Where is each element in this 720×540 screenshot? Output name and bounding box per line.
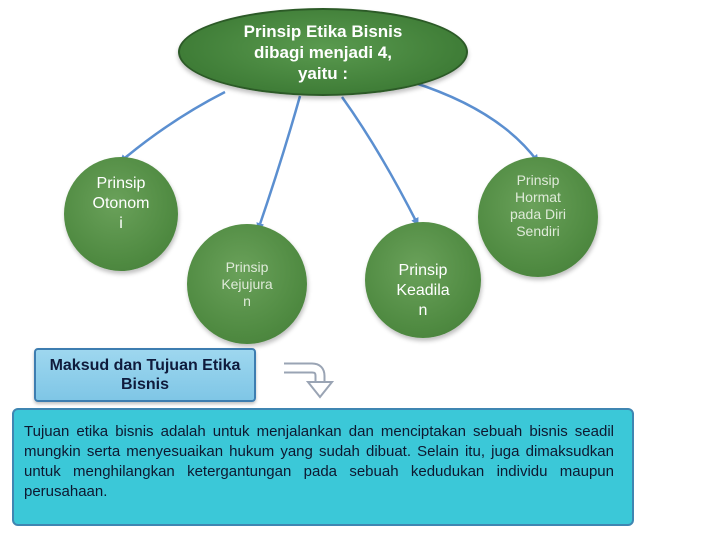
principle-node-kejujuran: [187, 224, 307, 344]
bent-arrow-icon: [284, 368, 332, 397]
principle-node-hormat: [478, 157, 598, 277]
principle-label: Prinsip Hormat pada Diri Sendiri: [509, 172, 567, 239]
principle-node-keadilan: [365, 222, 481, 338]
description-text: Tujuan etika bisnis adalah untuk menjalankan dan menciptakan sebuah bisnis seadil mungkin serta menyesuaikan hukum yang sudah dibuat. Selain itu, juga dimaksudkan untuk menghilangkan ketergantungan pada sebuah kedudukan individu maupun perusahaan.: [24, 423, 614, 500]
description-box: [12, 408, 634, 526]
principle-node-otonomi: [64, 157, 178, 271]
principle-label: Prinsip Otonom i: [92, 175, 150, 232]
connector-keadilan: [342, 97, 418, 225]
section-title-box: [34, 348, 256, 402]
section-title: Maksud dan Tujuan Etika Bisnis: [49, 357, 241, 393]
connector-kejujuran: [258, 96, 300, 230]
connector-hormat: [412, 82, 538, 162]
principle-label: Prinsip Kejujura n: [221, 258, 273, 309]
principle-label: Prinsip Keadila n: [396, 262, 450, 319]
connector-otonomi: [120, 92, 225, 162]
root-label: Prinsip Etika Bisnis dibagi menjadi 4, yaitu :: [243, 21, 403, 83]
root-node: [178, 8, 468, 96]
